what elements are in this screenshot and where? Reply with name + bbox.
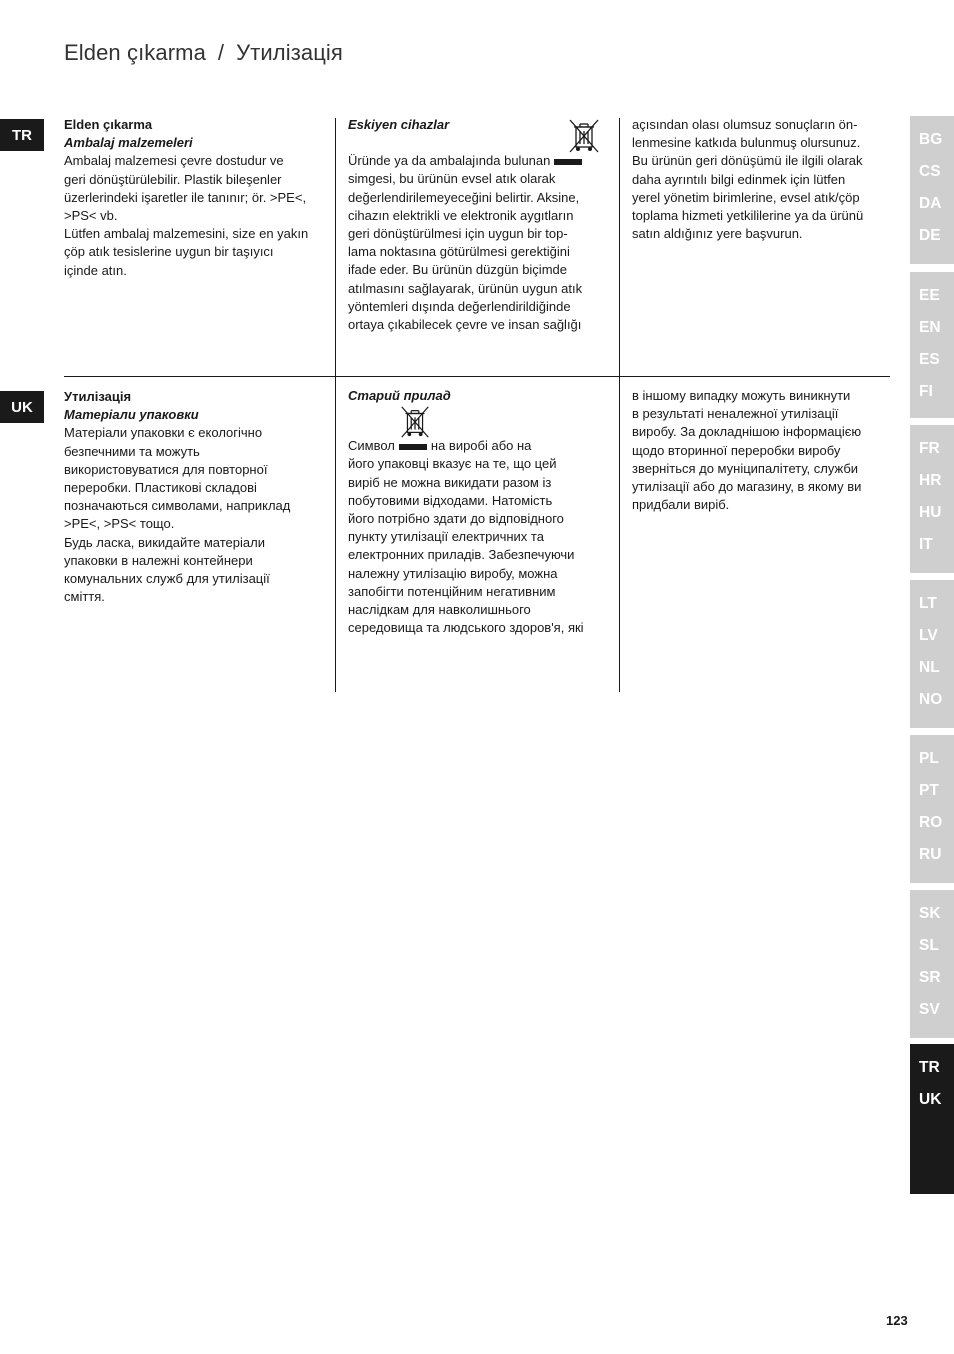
text-line: >PS< vb. [64, 208, 118, 224]
text-line: середовища та людського здоров'я, які [348, 620, 584, 636]
column-divider-1 [335, 118, 336, 692]
language-group-3 [910, 425, 954, 573]
text-line: позначаються символами, наприклад [64, 498, 291, 514]
tr-packaging-section [64, 116, 328, 280]
text-line: електронних приладів. Забезпечуючи [348, 547, 575, 563]
text-line: Матеріали упаковки є екологічно [64, 425, 263, 441]
uk-packaging-subheading: Матеріали упаковки [64, 407, 199, 423]
text-line: geri dönüştürülmesi için uygun bir top- [348, 226, 568, 242]
language-tab-cs[interactable]: CS [919, 163, 941, 180]
tr-recycling-info-section [632, 116, 894, 243]
text-line: cihazın elektrikli ve elektronik aygıtların [348, 207, 574, 223]
text-line: пункту утилізації електричних та [348, 529, 544, 545]
tr-old-appliance-section [348, 116, 606, 334]
text-line: toplama hizmeti yetkililerine ya da ürünü [632, 208, 864, 224]
text-line: побутовими відходами. Натомість [348, 492, 553, 508]
tr-packaging-subheading: Ambalaj malzemeleri [64, 135, 193, 151]
text-line: Будь ласка, викидайте матеріали [64, 534, 265, 550]
language-tab-es[interactable]: ES [919, 351, 940, 368]
language-tab-ee[interactable]: EE [919, 287, 940, 304]
text-line: simgesi, bu ürünün evsel atık olarak [348, 171, 556, 187]
text-line: в результаті неналежної утилізації [632, 406, 839, 422]
language-tab-en[interactable]: EN [919, 319, 941, 336]
weee-bar-symbol-icon [554, 159, 582, 165]
text-line [348, 437, 608, 455]
language-badge-tr: TR [0, 119, 44, 151]
text-line: daha ayrıntılı bilgi edinmek için lütfen [632, 171, 846, 187]
language-tab-nl[interactable]: NL [919, 659, 940, 676]
section-divider [64, 376, 890, 377]
uk-packaging-section [64, 388, 328, 606]
text-line: сміття. [64, 589, 105, 605]
language-tab-sl[interactable]: SL [919, 937, 939, 954]
text-line: упаковки в належні контейнери [64, 552, 253, 568]
text-line: >PE<, >PS< тощо. [64, 516, 175, 532]
language-tab-no[interactable]: NO [919, 691, 943, 708]
weee-bin-icon [566, 118, 602, 159]
text-line: lama noktasına götürülmesi gerektiğini [348, 244, 570, 260]
text-line: değerlendirilemeyeceğini belirtir. Aksine, [348, 189, 580, 205]
tr-section-heading: Elden çıkarma [64, 117, 153, 132]
language-group-1 [910, 116, 954, 264]
tr-old-appliance-subheading: Eskiyen cihazlar [348, 117, 450, 132]
language-tab-fr[interactable]: FR [919, 440, 940, 457]
language-tab-hr[interactable]: HR [919, 472, 942, 489]
text-line: yöntemleri dışında değerlendirildiğinde [348, 298, 571, 314]
symbol-suffix-text: на виробі або на [430, 438, 532, 454]
language-tab-hu[interactable]: HU [919, 504, 942, 521]
text-line: утилізації або до магазину, в якому ви [632, 479, 862, 495]
language-tab-tr[interactable]: TR [919, 1059, 940, 1076]
text-line: запобігти потенційним негативним [348, 583, 556, 599]
text-line: придбали виріб. [632, 497, 730, 513]
symbol-prefix-text: Символ [348, 438, 395, 454]
text-line: ifade eder. Bu ürünün düzgün biçimde [348, 262, 567, 278]
language-tab-pt[interactable]: PT [919, 782, 939, 799]
text-line: його упаковці вказує на те, що цей [348, 456, 557, 472]
text-line: безпечними та можуть [64, 443, 200, 459]
uk-recycling-info-section [632, 387, 894, 514]
language-tab-de[interactable]: DE [919, 227, 941, 244]
text-line: наслідкам для навколишнього [348, 602, 531, 618]
text-line: içinde atın. [64, 262, 127, 278]
language-badge-uk: UK [0, 391, 44, 423]
column-divider-2 [619, 118, 620, 692]
text-line: Ambalaj malzemesi çevre dostudur ve [64, 153, 284, 169]
text-line: щодо вторинної переробки виробу [632, 442, 841, 458]
language-tab-lt[interactable]: LT [919, 595, 937, 612]
text-line: Lütfen ambalaj malzemesini, size en yakın [64, 226, 309, 242]
text-line: в іншому випадку можуть виникнути [632, 388, 851, 403]
uk-old-appliance-section [348, 387, 608, 637]
text-line: çöp atık tesislerine uygun bir taşıyıcı [64, 244, 274, 260]
text-line: належну утилізацію виробу, можна [348, 565, 558, 581]
title-tr: Elden çıkarma [64, 40, 206, 65]
text-line: satın aldığınız yere başvurun. [632, 226, 803, 242]
language-group-6 [910, 890, 954, 1038]
text-line: yerel yönetim birimlerine, evsel atık/çöp [632, 189, 860, 205]
language-tab-sr[interactable]: SR [919, 969, 941, 986]
language-tab-lv[interactable]: LV [919, 627, 938, 644]
text-line: використовуватися для повторної [64, 461, 268, 477]
text-line: lenmesine katkıda bulunmuş olursunuz. [632, 135, 861, 151]
text-line: виробу. За докладнішою інформацією [632, 424, 862, 440]
text-line: зверніться до муніципалітету, служби [632, 460, 859, 476]
text-line: його потрібно здати до відповідного [348, 511, 564, 527]
language-tab-it[interactable]: IT [919, 536, 933, 553]
weee-bin-icon [398, 404, 432, 445]
text-line: geri dönüştürülebilir. Plastik bileşenler [64, 171, 282, 187]
language-group-4 [910, 580, 954, 728]
text-line: açısından olası olumsuz sonuçların ön- [632, 117, 858, 132]
language-group-2 [910, 272, 954, 418]
uk-old-appliance-subheading: Старий прилад [348, 388, 451, 403]
text-line: Bu ürünün geri dönüşümü ile ilgili olarak [632, 153, 863, 169]
page-title [64, 40, 343, 66]
language-tab-fi[interactable]: FI [919, 383, 933, 400]
text-line: ortaya çıkabilecek çevre ve insan sağlığı [348, 317, 582, 333]
language-tab-ru[interactable]: RU [919, 846, 942, 863]
text-line: üzerlerindeki işaretler ile tanınır; ör. >PE<, [64, 189, 307, 205]
text-line: переробки. Пластикові складові [64, 480, 257, 496]
language-tab-sk[interactable]: SK [919, 905, 941, 922]
language-tab-uk[interactable]: UK [919, 1091, 942, 1108]
language-group-active [910, 1044, 954, 1194]
page-number: 123 [886, 1313, 908, 1328]
weee-intro-text: Üründe ya da ambalajında bulunan [348, 153, 551, 169]
title-separator: / [217, 40, 225, 65]
uk-section-heading: Утилізація [64, 389, 132, 404]
text-line: виріб не можна викидати разом із [348, 474, 552, 490]
text-line: комунальних служб для утилізації [64, 571, 270, 587]
title-uk: Утилізація [236, 40, 343, 65]
language-tab-pl[interactable]: PL [919, 750, 939, 767]
text-line: atılmasını sağlayarak, ürünün uygun atık [348, 280, 583, 296]
language-tab-bg[interactable]: BG [919, 131, 943, 148]
language-tab-sv[interactable]: SV [919, 1001, 940, 1018]
language-group-5 [910, 735, 954, 883]
language-tab-ro[interactable]: RO [919, 814, 943, 831]
language-tab-da[interactable]: DA [919, 195, 942, 212]
